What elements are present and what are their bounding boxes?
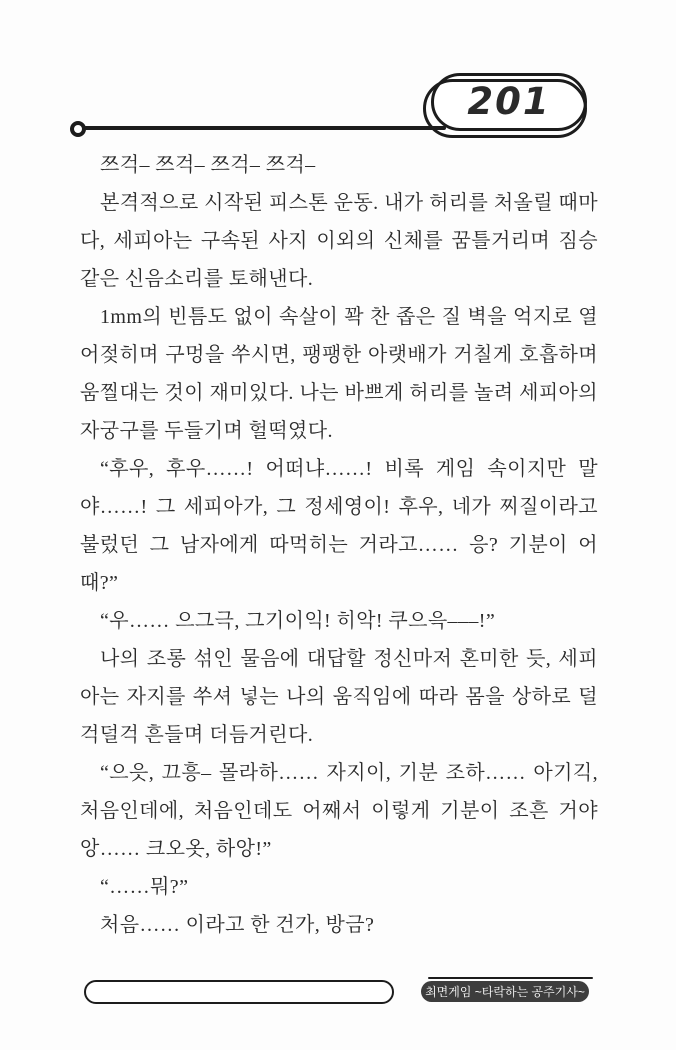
book-title: 최면게임 ~타락하는 공주기사~ (425, 985, 585, 999)
page-number-badge (431, 73, 587, 131)
header-rule-line (84, 126, 446, 130)
book-title-badge (421, 981, 589, 1002)
paragraph-narration: 1mm의 빈틈도 없이 속살이 꽉 찬 좁은 질 벽을 억지로 열어젖히며 구멍을 쑤시면, 팽팽한 아랫배가 거칠게 호흡하며 움찔대는 것이 재미있다. 나는 바쁘게 허리를 놀려 세피아의 자궁구를 두들기며 헐떡였다. (80, 306, 598, 442)
paragraph-narration: 처음…… 이라고 한 건가, 방금? (100, 914, 375, 936)
paragraph-dialogue: “으읏, 끄흥– 몰라하…… 자지이, 기분 조하…… 아기긱, 처음인데에, 처음인데도 어째서 이렇게 기분이 조흔 거야앙…… 크오옷, 하앙!” (80, 762, 598, 860)
body-text (80, 146, 598, 944)
paragraph-sfx: 쯔걱– 쯔걱– 쯔걱– 쯔걱– (100, 154, 316, 176)
paragraph-dialogue: “……뭐?” (100, 876, 189, 898)
paragraph-narration: 나의 조롱 섞인 물음에 대답할 정신마저 혼미한 듯, 세피아는 자지를 쑤셔 넣는 나의 움직임에 따라 몸을 상하로 덜걱덜걱 흔들며 더듬거린다. (80, 648, 598, 746)
paragraph-dialogue: “후우, 후우……! 어떠냐……! 비록 게임 속이지만 말야……! 그 세피아가, 그 정세영이! 후우, 네가 찌질이라고 불렀던 그 남자에게 따먹히는 거라고…… 응? 기분이 어때?” (80, 458, 598, 594)
page-number: 201 (467, 79, 551, 123)
paragraph-narration: 본격적으로 시작된 피스톤 운동. 내가 허리를 처올릴 때마다, 세피아는 구속된 사지 이외의 신체를 꿈틀거리며 짐승 같은 신음소리를 토해낸다. (80, 192, 598, 290)
footer-pill-ornament (84, 980, 394, 1004)
paragraph-dialogue: “우…… 으그극, 그기이익! 히악! 쿠으윽–––!” (100, 610, 496, 632)
